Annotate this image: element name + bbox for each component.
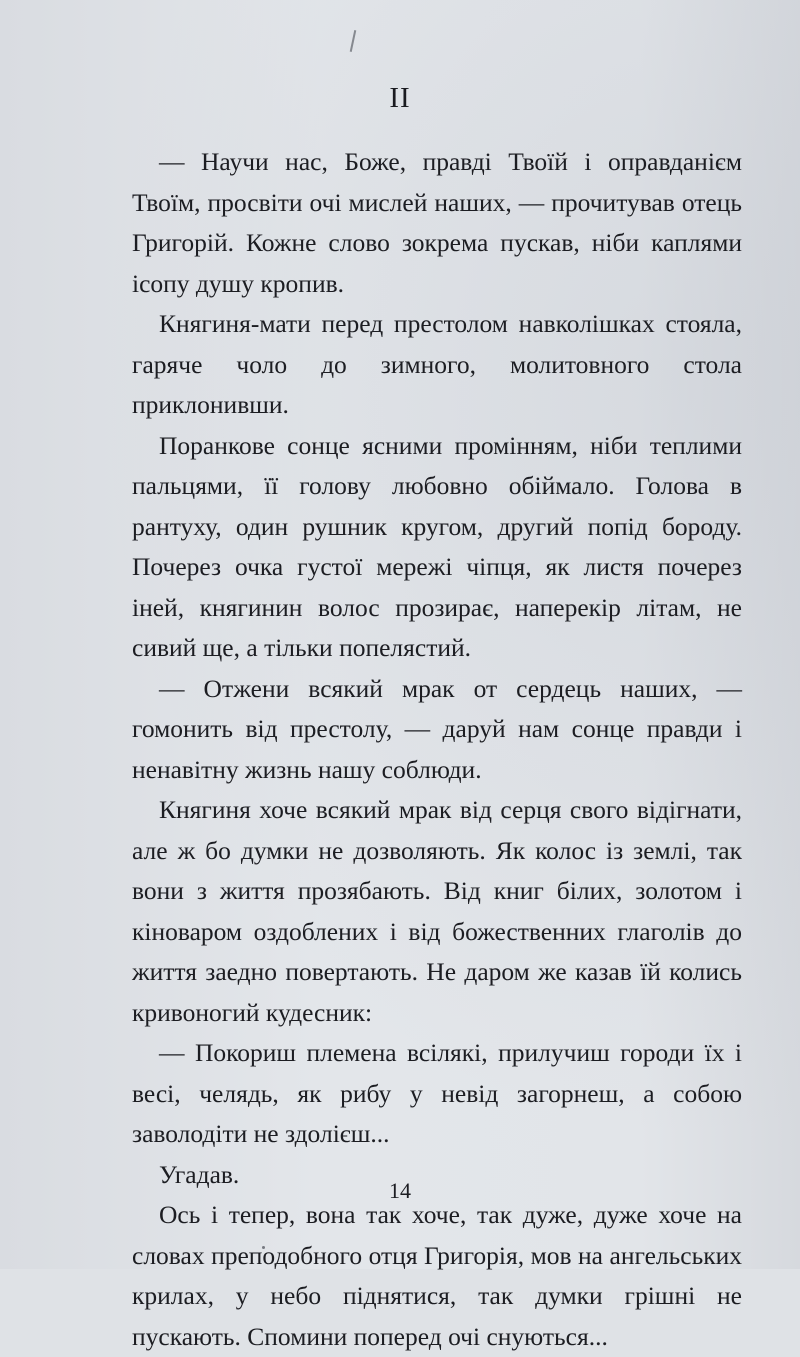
paragraph: Угадав. xyxy=(159,1159,240,1189)
page-number: 14 xyxy=(389,1178,411,1203)
paragraph: Ось і тепер, вона так хоче, так дуже, дуже хоче на словах преподобного отця Григорія, мов на ангельських крилах, у небо піднятися, так думки грішні не пускають. Спомини поперед очі снуються... xyxy=(132,1200,742,1351)
chapter-number: II xyxy=(389,82,411,114)
paragraph: — Отжени всякий мрак от сердець наших, — гомонить від престолу, — даруй нам сонце правди і ненавітну жизнь нашу соблюди. xyxy=(132,673,742,784)
paragraph: Поранкове сонце ясними промінням, ніби теплими пальцями, її голову любовно обіймало. Голова в рантуху, один рушник кругом, другий попід бороду. Почерез очка густої мережі чіпця, як листя почерез іней, княгинин волос прозирає, наперекір літам, не сивий ще, а тільки попелястий. xyxy=(132,430,742,662)
body-text xyxy=(132,142,742,1357)
paragraph: Княгиня-мати перед престолом навколішках стояла, гаряче чоло до зимного, молитовного стола приклонивши. xyxy=(132,309,742,419)
paragraph: — Научи нас, Боже, правді Твоїй і оправданієм Твоїм, просвіти очі мислей наших, — прочитував отець Григорій. Кожне слово зокрема пускав, ніби каплями ісопу душу кропив. xyxy=(132,147,742,298)
ink-speck xyxy=(350,30,357,52)
paragraph: — Покориш племена всілякі, прилучиш городи їх і весі, челядь, як рибу у невід загорнеш, а собою заволодіти не здолієш... xyxy=(132,1038,742,1148)
paragraph: Княгиня хоче всякий мрак від серця свого відігнати, але ж бо думки не дозволяють. Як колос із землі, так вони з життя прозябають. Від книг білих, золотом і кіноваром оздоблених і від божественних глаголів до життя заедно повертають. Не даром же казав їй колись кривоногий кудесник: xyxy=(132,795,742,1027)
